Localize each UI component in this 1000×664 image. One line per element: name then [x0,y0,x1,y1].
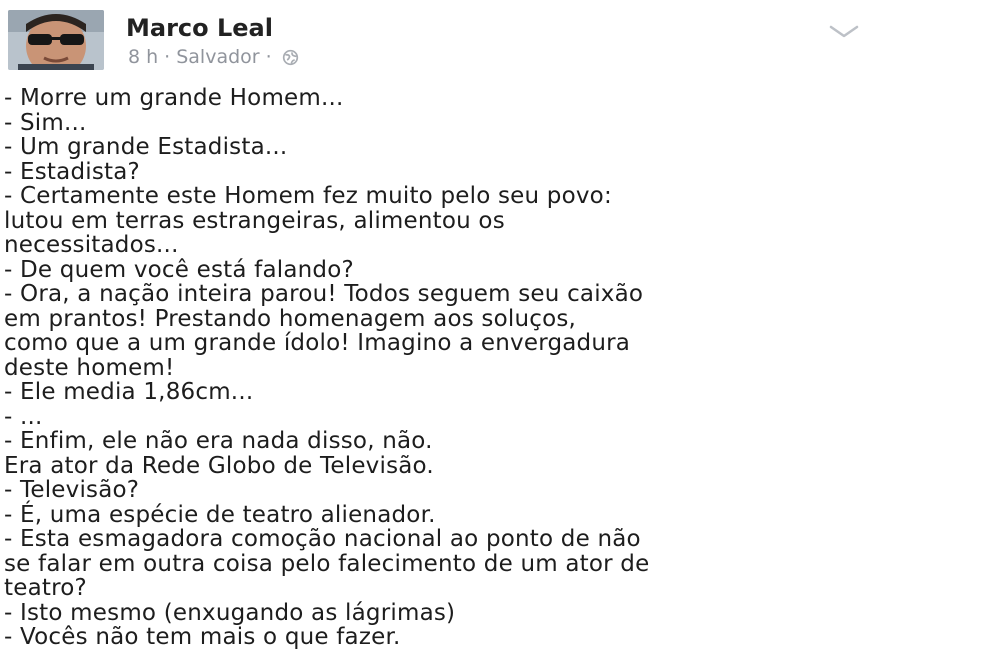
globe-icon[interactable] [282,49,299,66]
post-text-line: como que a um grande ídolo! Imagino a envergadura [4,330,631,356]
post-text-line: - Um grande Estadista... [4,134,288,160]
post-text-line: - ... [4,403,43,430]
post-text-line: - Isto mesmo (enxugando as lágrimas) [4,599,456,626]
post-text-line: lutou em terras estrangeiras, alimentou os [4,207,505,234]
post-time[interactable]: 8 h [128,46,159,68]
post-text-line: - Morre um grande Homem... [4,85,344,111]
meta-separator-2: · [265,46,272,68]
post-text-line: - Enfim, ele não era nada disso, não. [4,428,433,454]
meta-separator: · [164,46,171,68]
post-text-line: - Ele media 1,86cm... [4,379,254,405]
post-body [4,86,994,650]
post-text-line: deste homem! [4,354,175,381]
post-text-line: - Televisão? [4,477,140,503]
post-text-line: teatro? [4,575,87,601]
post-text-line: - Sim... [4,109,87,136]
post-text-line: - Certamente este Homem fez muito pelo seu povo: [4,183,612,209]
post-text-line: Era ator da Rede Globo de Televisão. [4,452,434,479]
post-text-line: - De quem você está falando? [4,256,354,283]
post-meta [128,45,299,69]
post-location[interactable]: Salvador [176,46,260,68]
chevron-down-icon[interactable] [828,22,860,42]
post-text-line: - Ora, a nação inteira parou! Todos seguem seu caixão [4,281,644,307]
author-avatar[interactable] [8,10,104,70]
post-text-line: - Vocês não tem mais o que fazer. [4,624,401,650]
avatar-image [8,10,104,70]
post-text-line: - Esta esmagadora comoção nacional ao ponto de não [4,526,641,552]
post-text-line: - É, uma espécie de teatro alienador. [4,501,436,528]
post-text-line: necessitados... [4,232,179,258]
post-text-line: se falar em outra coisa pelo falecimento de um ator de [4,550,650,577]
post-header [0,0,1000,78]
post-text-line: - Estadista? [4,158,140,185]
author-name[interactable]: Marco Leal [126,14,273,42]
post-text-line: em prantos! Prestando homenagem aos soluços, [4,305,577,332]
